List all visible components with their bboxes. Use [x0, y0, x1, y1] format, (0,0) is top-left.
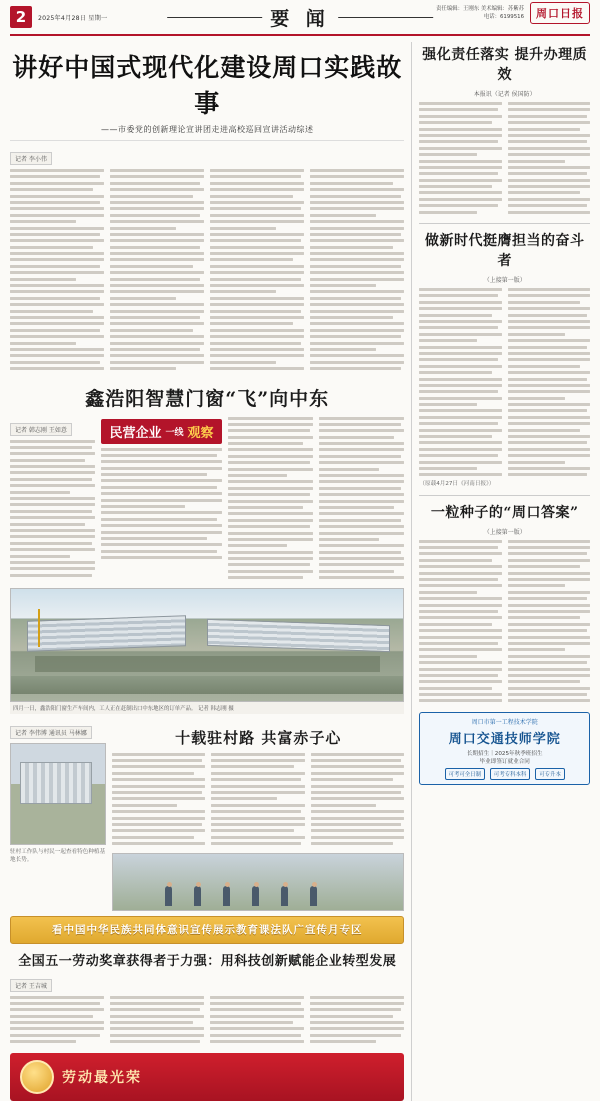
right-column [411, 42, 590, 1101]
series-banner-main: 民营企业 [109, 425, 162, 441]
text-lines [508, 540, 590, 703]
lead-body-col-3 [210, 169, 304, 374]
series-banner-divider: 一线 [165, 427, 184, 438]
school-ad-line3: 长期招生｜2025年秋季班招生 [466, 750, 543, 757]
story3-headline: 十载驻村路 共富赤子心 [175, 728, 342, 747]
text-lines [101, 448, 221, 560]
right-s3-col-2 [508, 540, 590, 706]
village-photo-building [20, 762, 92, 804]
photo-sky [11, 589, 403, 618]
text-lines [508, 102, 590, 214]
masthead-right [436, 2, 590, 24]
text-lines [210, 169, 304, 370]
story4-col-4 [310, 996, 404, 1047]
promo-banner[interactable]: 看中国中华民族共同体意识宣传展示教育课法队广宣传月专区 [10, 916, 404, 944]
photo-crane [38, 609, 40, 647]
text-lines [311, 753, 404, 845]
right-headline-1: 强化责任落实 提升办理质效 [422, 47, 588, 83]
story3-col-1 [112, 753, 205, 849]
factory-photo [10, 588, 404, 702]
text-lines [211, 753, 304, 845]
bottom-advertisement[interactable] [10, 1053, 404, 1101]
divider-2 [419, 495, 590, 496]
story4-byline: 记者 王吉城 [10, 979, 52, 992]
school-ad-line1: 周口市第一工程技术学院 [471, 718, 538, 726]
story3-byline: 记者 李伟博 通讯员 马林娜 [10, 726, 92, 739]
story4-col-2 [110, 996, 204, 1047]
right-s3-col-1 [419, 540, 501, 706]
school-ad-name: 周口交通技师学院 [448, 731, 561, 747]
photo-warehouse-right [207, 619, 390, 652]
right-story-3-body [419, 540, 590, 706]
story4-body [10, 996, 404, 1047]
editor-credits-line1: 责任编辑：王刚东 美术编辑：苏紫苏 [436, 5, 524, 12]
right-source-2: （上接第一版） [483, 277, 526, 285]
text-lines [110, 169, 204, 370]
factory-photo-caption: 四月一日，鑫浩阳门窗生产车间内，工人正在赶制出口中东地区的订单产品。 记者 韩志刚 摄 [10, 702, 404, 714]
series-banner [101, 419, 221, 444]
text-lines [210, 996, 304, 1044]
text-lines [112, 753, 205, 845]
lead-body-col-2 [110, 169, 204, 374]
text-lines [10, 440, 95, 577]
story3-block [10, 720, 404, 911]
masthead [10, 0, 590, 36]
story2-col-3 [228, 417, 313, 583]
rule-right [338, 17, 433, 18]
photo-warehouse-left [27, 615, 186, 652]
editor-credits [436, 5, 524, 21]
right-s1-col-1 [419, 102, 501, 217]
story3-col-2 [211, 753, 304, 849]
page-number: 2 [10, 6, 32, 28]
text-lines [228, 417, 313, 580]
story4-headline: 全国五一劳动奖章获得者于力强：用科技创新赋能企业转型发展 [18, 953, 397, 969]
right-note-1: 本报讯（记者 侯国防） [473, 91, 536, 98]
divider-1 [419, 223, 590, 224]
story3-text [112, 720, 404, 911]
story2-headline: 鑫浩阳智慧门窗“飞”向中东 [85, 387, 330, 410]
right-s2-col-1 [419, 288, 501, 480]
story3-subcols [112, 753, 404, 849]
text-lines [10, 169, 104, 370]
right-story-2-body [419, 288, 590, 480]
text-lines [419, 540, 501, 703]
school-ad-chip-1[interactable]: 可考可全日制 [445, 768, 485, 780]
story2-top [10, 417, 404, 583]
editor-credits-line2: 电话：6199516 [483, 14, 524, 20]
section-title-block [167, 4, 433, 31]
lead-body-col-1 [10, 169, 104, 374]
school-advertisement[interactable] [419, 712, 590, 785]
story2-col-4 [319, 417, 404, 583]
story2-col-2 [101, 417, 221, 583]
text-lines [419, 102, 501, 214]
lead-byline: 记者 李小伟 [10, 152, 52, 165]
photo-yard [35, 656, 380, 672]
story4-col-3 [210, 996, 304, 1047]
photo-road [11, 676, 403, 694]
lead-subhead: ——市委党的创新理论宣讲团走进高校巡回宣讲活动综述 [10, 124, 404, 141]
section-title: 要 闻 [270, 7, 330, 30]
group-photo [112, 853, 404, 911]
text-lines [110, 996, 204, 1044]
series-banner-accent: 观察 [187, 425, 214, 441]
page-body [10, 42, 590, 1101]
text-lines [319, 417, 404, 580]
right-s2-col-2 [508, 288, 590, 480]
village-photo [10, 743, 106, 845]
school-ad-line4: 毕业即签订就业合同 [479, 758, 530, 765]
text-lines [419, 288, 501, 476]
right-s1-col-2 [508, 102, 590, 217]
text-lines [310, 996, 404, 1044]
rule-left [167, 17, 262, 18]
school-ad-chips [424, 768, 585, 780]
right-story-1-body [419, 102, 590, 217]
lead-body-col-4 [310, 169, 404, 374]
story2-col-1 [10, 417, 95, 583]
paper-logo: 周口日报 [530, 2, 590, 24]
text-lines [508, 288, 590, 476]
right-footer-2: （原载4月27日《河南日报》） [419, 480, 495, 487]
school-ad-chip-2[interactable]: 可考专科本科 [490, 768, 530, 780]
right-source-3: （上接第一版） [483, 528, 526, 536]
left-column [10, 42, 404, 1101]
story4-col-1 [10, 996, 104, 1047]
bottom-ad-text: 劳动最光荣 [62, 1069, 142, 1086]
village-photo-caption: 驻村工作队与村民一起查看特色种植基地长势。 [10, 848, 106, 863]
lead-body [10, 169, 404, 374]
text-lines [310, 169, 404, 370]
story3-photo-col [10, 720, 106, 911]
seal-icon [20, 1060, 54, 1094]
text-lines [10, 996, 104, 1044]
right-headline-3: 一粒种子的“周口答案” [430, 504, 579, 521]
story3-col-3 [311, 753, 404, 849]
publication-date: 2025年4月28日 星期一 [38, 14, 108, 22]
story2-byline: 记者 韩志刚 王如意 [10, 423, 72, 436]
lead-headline: 讲好中国式现代化建设周口实践故事 [12, 53, 403, 118]
school-ad-chip-3[interactable]: 可专升本 [535, 768, 565, 780]
right-headline-2: 做新时代挺膺担当的奋斗者 [424, 233, 585, 270]
